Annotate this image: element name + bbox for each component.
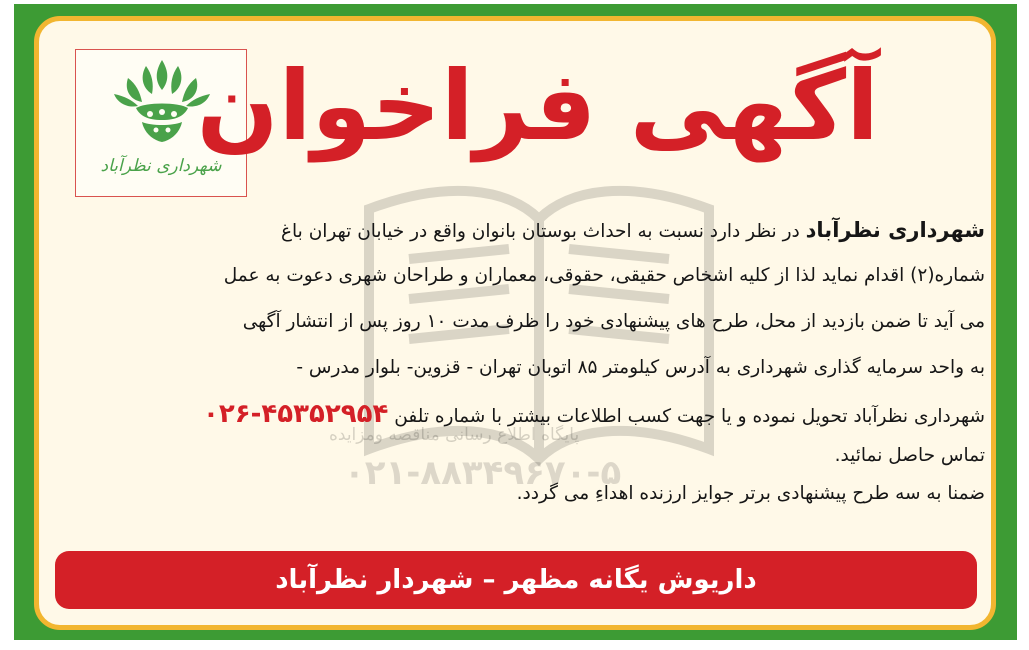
body-line: [73, 207, 985, 253]
municipality-name: شهرداری نظرآباد: [805, 218, 985, 242]
notice-panel: [34, 16, 996, 630]
body-line: ضمنا به سه طرح پیشنهادی برتر جوایز ارزنده اهداءِ می گردد.: [516, 483, 985, 504]
ad-frame: [14, 4, 1017, 640]
signature-banner: داریوش یگانه مظهر – شهردار نظرآباد: [55, 551, 977, 609]
notice-body: [73, 207, 985, 513]
contact-phone: ۰۲۶-۴۵۳۵۲۹۵۴: [203, 399, 389, 429]
body-line: [73, 391, 985, 437]
body-line: تماس حاصل نمائید.: [834, 445, 985, 466]
body-line-text: در نظر دارد نسبت به احداث بوستان بانوان واقع در خیابان تهران باغ: [281, 221, 806, 242]
body-line: شماره(۲) اقدام نماید لذا از کلیه اشخاص حقیقی، حقوقی، معماران و طراحان شهری دعوت به عمل: [223, 265, 985, 286]
watermark-phone: ۰۲۱-۸۸۳۴۹۶۷۰-۵: [344, 453, 622, 493]
logo-caption: شهرداری نظرآباد: [100, 156, 222, 176]
body-line: به واحد سرمایه گذاری شهرداری به آدرس کیلومتر ۸۵ اتوبان تهران - قزوین- بلوار مدرس -: [296, 357, 985, 378]
body-line: می آید تا ضمن بازدید از محل، طرح های پیشنهادی خود را ظرف مدت ۱۰ روز پس از انتشار آگهی: [242, 311, 985, 332]
watermark-text: پایگاه اطلاع رسانی مناقصه ومزایده: [329, 425, 580, 445]
page-title: آگهی فراخوان: [196, 50, 879, 162]
body-line-text: شهرداری نظرآباد تحویل نموده و یا جهت کسب اطلاعات بیشتر با شماره تلفن: [388, 406, 985, 427]
